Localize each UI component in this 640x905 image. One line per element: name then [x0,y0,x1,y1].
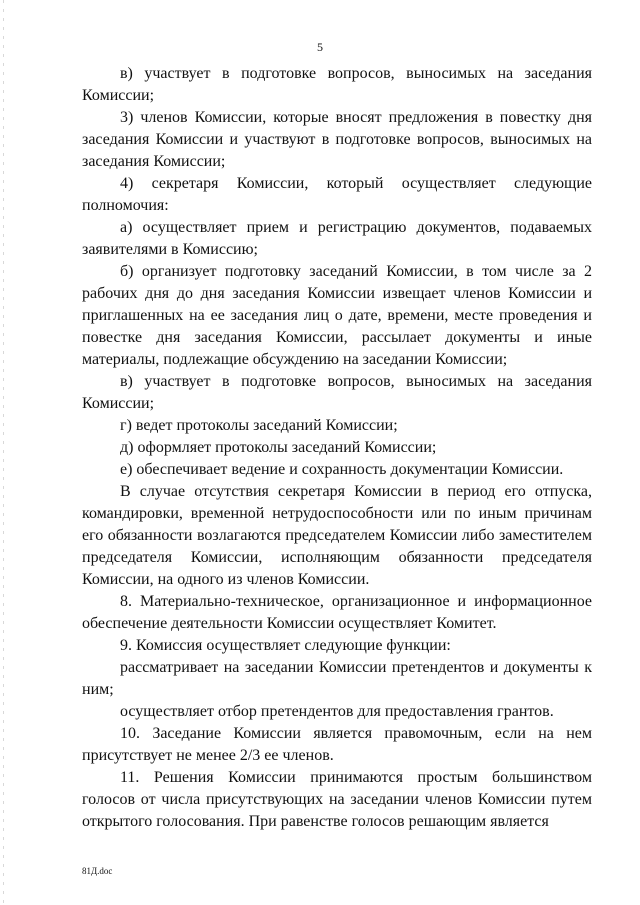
paragraph: в) участвует в подготовке вопросов, выносимых на заседания Комиссии; [82,65,592,104]
document-body [82,63,592,833]
paragraph: осуществляет отбор претендентов для предоставления грантов. [120,703,554,720]
paragraph: рассматривает на заседании Комиссии претендентов и документы к ним; [82,659,592,698]
paragraph: 3) членов Комиссии, которые вносят предложения в повестку дня заседания Комиссии и участвуют в подготовке вопросов, выносимых на заседания Комиссии; [82,109,592,170]
paragraph: е) обеспечивает ведение и сохранность документации Комиссии. [120,461,564,478]
paragraph: в) участвует в подготовке вопросов, выносимых на заседания Комиссии; [82,373,592,412]
page-number: 5 [317,40,323,54]
paragraph: 4) секретаря Комиссии, который осуществляет следующие полномочия: [82,175,592,214]
scan-edge-line [3,0,4,905]
paragraph: г) ведет протоколы заседаний Комиссии; [120,417,398,434]
file-name-footer: 81Д.doc [82,866,113,876]
paragraph: 9. Комиссия осуществляет следующие функции: [120,637,451,654]
paragraph: б) организует подготовку заседаний Комиссии, в том числе за 2 рабочих дня до дня заседания Комиссии извещает членов Комиссии и приглашенных на ее заседания лиц о дате, времени, месте проведения и повестке дня заседания Комиссии, рассылает документы и иные материалы, подлежащие обсуждению на заседании Комиссии; [82,263,592,368]
paragraph: а) осуществляет прием и регистрацию документов, подаваемых заявителями в Комиссию; [82,219,592,258]
paragraph: 11. Решения Комиссии принимаются простым большинством голосов от числа присутствующих на заседании членов Комиссии путем открытого голосования. При равенстве голосов решающим является [82,769,592,830]
paragraph: 8. Материально-техническое, организационное и информационное обеспечение деятельности Комиссии осуществляет Комитет. [82,593,592,632]
paragraph: В случае отсутствия секретаря Комиссии в период его отпуска, командировки, временной нетрудоспособности или по иным причинам его обязанности возлагаются председателем Комиссии либо заместителем председателя Комиссии, исполняющим обязанности председателя Комиссии, на одного из членов Комиссии. [82,483,592,588]
paragraph: 10. Заседание Комиссии является правомочным, если на нем присутствует не менее 2/3 ее членов. [82,725,592,764]
paragraph: д) оформляет протоколы заседаний Комиссии; [120,439,437,456]
